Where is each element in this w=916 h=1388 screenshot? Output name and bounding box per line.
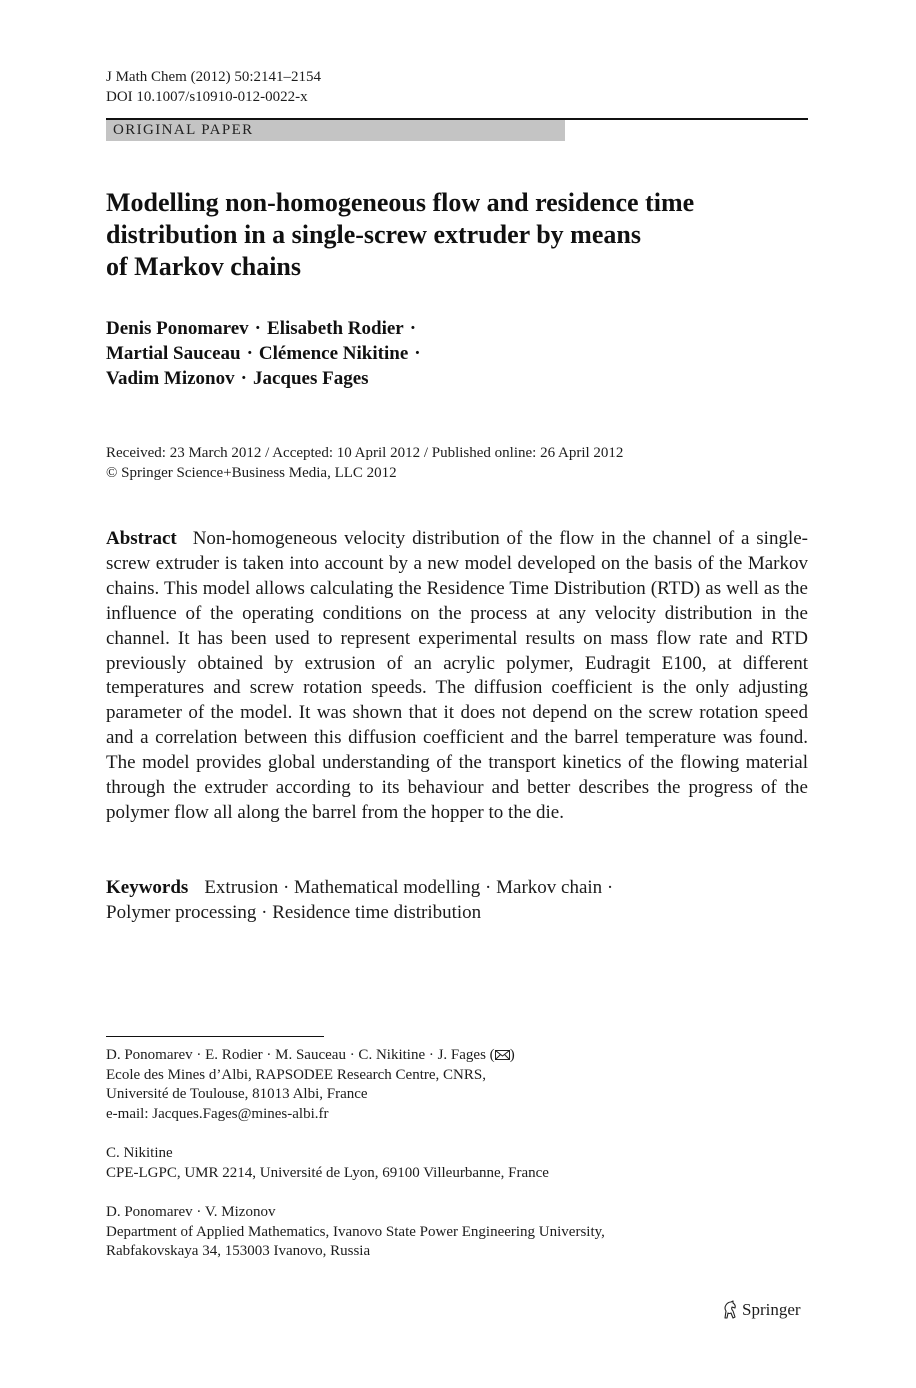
author: Clémence Nikitine (258, 343, 409, 364)
author-list (106, 316, 806, 391)
author: Elisabeth Rodier (267, 318, 404, 339)
journal-header (106, 67, 321, 107)
abstract-text: Non-homogeneous velocity distribution of the flow in the channel of a single-screw extruder is taken into account by a new model developed on the basis of the Markov chains. This model allows calculating the Residence Time Distribution (RTD) as well as the influence of the operating conditions on the process at any velocity distribution in the channel. It has been used to represent experimental results on mass flow rate and RTD previously obtained by extrusion of an acrylic polymer, Eudragit E100, at different temperatures and screw rotation speeds. The diffusion coefficient is the only adjusting parameter of the model. It was shown that it does not depend on the screw rotation speed and a correlation between this diffusion coefficient and the barrel temperature was found. The model provides global understanding of the transport kinetics of the flowing material through the extruder according to its behaviour and better describes the progress of the polymer flow all along the barrel from the hopper to the die. (106, 528, 808, 823)
keywords-line: Polymer processing · Residence time distribution (106, 902, 482, 923)
publication-history (106, 443, 806, 483)
author-separator: · (240, 368, 247, 389)
keywords-line: Extrusion · Mathematical modelling · Markov chain · (204, 877, 614, 898)
affiliation-authors: C. Nikitine (106, 1145, 173, 1161)
footnote-rule (106, 1036, 324, 1037)
springer-horse-icon (722, 1300, 738, 1320)
affiliation-1 (106, 1046, 808, 1124)
author-separator: · (254, 318, 262, 339)
affiliation-2 (106, 1144, 808, 1183)
title-line: distribution in a single-screw extruder by means (106, 220, 641, 249)
author: Denis Ponomarev (106, 318, 249, 339)
publisher-name: Springer (742, 1300, 801, 1319)
affiliation-address: Université de Toulouse, 81013 Albi, France (106, 1086, 368, 1102)
affiliation-address: Department of Applied Mathematics, Ivanovo State Power Engineering University, (106, 1223, 605, 1240)
corresponding-email[interactable]: e-mail: Jacques.Fages@mines-albi.fr (106, 1105, 329, 1122)
envelope-icon (495, 1050, 510, 1060)
title-line: Modelling non-homogeneous flow and residence time (106, 188, 695, 217)
author-separator: · (246, 343, 253, 364)
affiliation-address: Ecole des Mines d’Albi, RAPSODEE Research Centre, CNRS, (106, 1066, 486, 1083)
keywords (106, 875, 808, 925)
author: Martial Sauceau (106, 343, 241, 364)
author: Jacques Fages (252, 368, 369, 389)
abstract-label: Abstract (106, 528, 177, 549)
doi: DOI 10.1007/s10910-012-0022-x (106, 89, 308, 105)
copyright-notice: © Springer Science+Business Media, LLC 2012 (106, 465, 397, 481)
paper-title (106, 187, 806, 283)
article-type: ORIGINAL PAPER (113, 122, 254, 138)
author-separator: · (409, 318, 417, 339)
history-dates: Received: 23 March 2012 / Accepted: 10 April 2012 / Published online: 26 April 2012 (106, 445, 624, 461)
abstract (106, 527, 808, 826)
publisher-logo (722, 1299, 801, 1321)
affiliation-address: CPE-LGPC, UMR 2214, Université de Lyon, 69100 Villeurbanne, France (106, 1164, 549, 1181)
affiliation-3 (106, 1203, 808, 1262)
author: Vadim Mizonov (106, 368, 235, 389)
affiliation-authors: D. Ponomarev · V. Mizonov (106, 1204, 276, 1220)
affiliation-authors-close: ) (509, 1047, 515, 1063)
author-separator: · (414, 343, 421, 364)
affiliation-address: Rabfakovskaya 34, 153003 Ivanovo, Russia (106, 1243, 371, 1259)
affiliation-authors: D. Ponomarev · E. Rodier · M. Sauceau · C. Nikitine · J. Fages ( (106, 1047, 495, 1063)
journal-reference: J Math Chem (2012) 50:2141–2154 (106, 69, 321, 85)
keywords-label: Keywords (106, 877, 189, 898)
title-line: of Markov chains (106, 252, 301, 281)
